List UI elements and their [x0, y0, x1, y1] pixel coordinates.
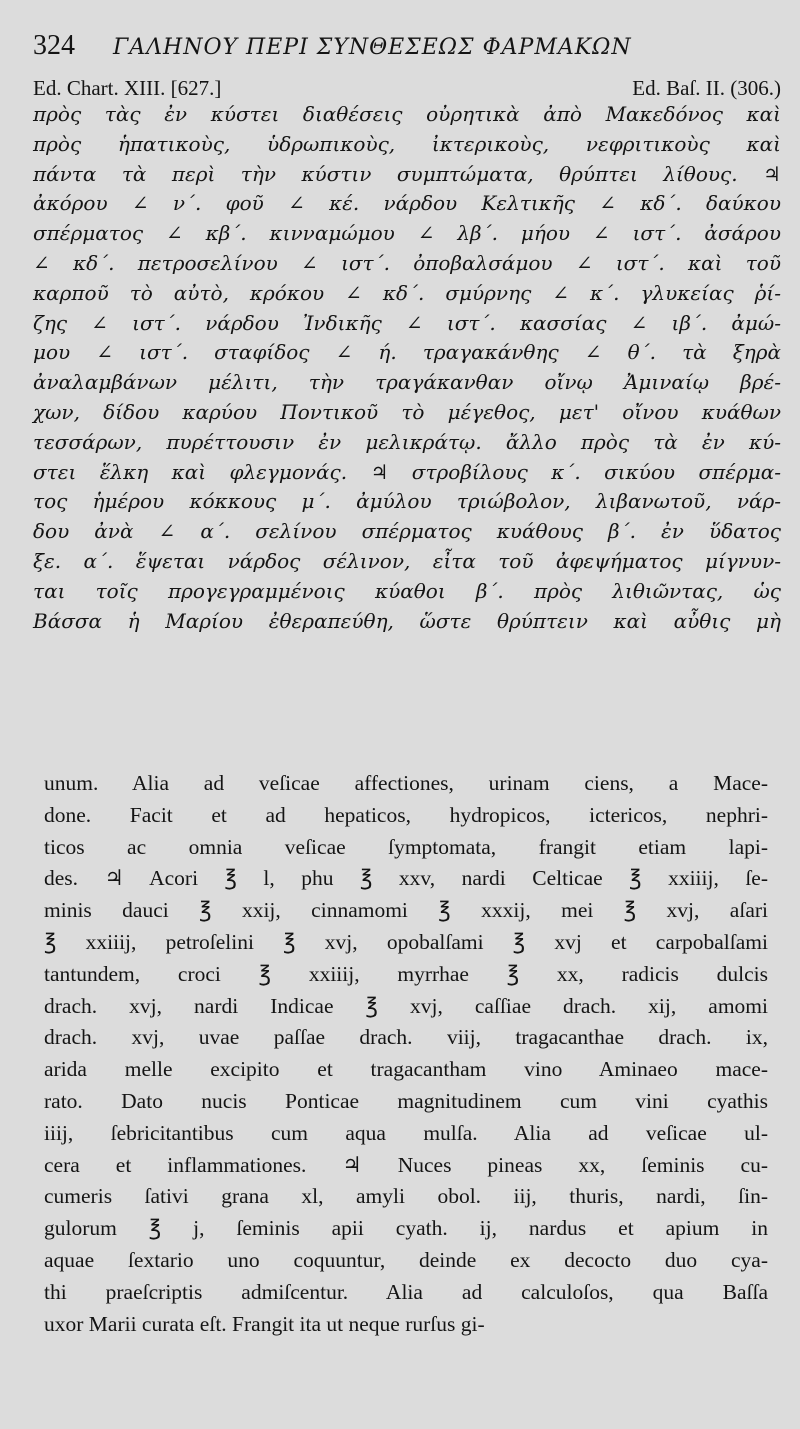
- greek-text-line: ζης ∠ ιστ΄. νάρδου Ἰνδικῆς ∠ ιστ΄. κασσίας ∠ ιβ΄. ἀμώ-: [33, 310, 781, 335]
- latin-text-line: cumeris ſativi grana xl, amyli obol. iij, thuris, nardi, ſin-: [44, 1184, 768, 1209]
- greek-text-line: ∠ κδ΄. πετροσελίνου ∠ ιστ΄. ὀποβαλσάμου ∠ ιστ΄. καὶ τοῦ: [33, 250, 781, 275]
- latin-text-line: gulorum ℥ j, ſeminis apii cyath. ij, nardus et apium in: [44, 1216, 768, 1241]
- greek-text-line: καρποῦ τὸ αὐτὸ, κρόκου ∠ κδ΄. σμύρνης ∠ κ΄. γλυκείας ῥί-: [33, 280, 781, 305]
- latin-text-block: [44, 768, 768, 1340]
- greek-text-line: ἀναλαμβάνων μέλιτι, τὴν τραγάκανθαν οἴνῳ Ἀμιναίῳ βρέ-: [33, 370, 781, 395]
- greek-text-line: δου ἀνὰ ∠ α΄. σελίνου σπέρματος κυάθους β΄. ἐν ὕδατος: [33, 519, 781, 544]
- page-number: 324: [33, 30, 75, 61]
- greek-text-block: [33, 100, 781, 636]
- edition-basel: Ed. Baſ. II. (306.): [632, 76, 781, 100]
- running-title: ΓΑΛΗΝΟΥ ΠΕΡΙ ΣΥΝΘΕΣΕΩΣ ΦΑΡΜΑΚΩΝ: [113, 35, 632, 60]
- latin-text-line: minis dauci ℥ xxij, cinnamomi ℥ xxxij, mei ℥ xvj, aſari: [44, 898, 768, 923]
- latin-text-line: arida melle excipito et tragacantham vino Aminaeo mace-: [44, 1057, 768, 1082]
- greek-text-line: ἀκόρου ∠ ν΄. φοῦ ∠ κέ. νάρδου Κελτικῆς ∠ κδ΄. δαύκου: [33, 191, 781, 216]
- greek-text-line: πρὸς ἡπατικοὺς, ὑδρωπικοὺς, ἰκτερικοὺς, νεφριτικοὺς καὶ: [33, 131, 781, 156]
- latin-text-line: rato. Dato nucis Ponticae magnitudinem cum vini cyathis: [44, 1088, 768, 1113]
- edition-chartier: Ed. Chart. XIII. [627.]: [33, 76, 222, 100]
- greek-text-line: πρὸς τὰς ἐν κύστει διαθέσεις οὐρητικὰ ἀπὸ Μακεδόνος καὶ: [33, 102, 781, 126]
- latin-text-line: uxor Marii curata eſt. Frangit ita ut neque rurſus gi-: [44, 1311, 485, 1336]
- page-header: [33, 28, 773, 64]
- latin-text-line: cera et inflammationes. ♃ Nuces pineas xx, ſeminis cu-: [44, 1152, 768, 1177]
- latin-text-line: thi praeſcriptis admiſcentur. Alia ad calculoſos, qua Baſſa: [44, 1279, 768, 1304]
- greek-text-line: τεσσάρων, πυρέττουσιν ἐν μελικράτῳ. ἄλλο πρὸς τὰ ἐν κύ-: [33, 429, 781, 454]
- latin-text-line: aquae ſextario uno coquuntur, deinde ex decocto duo cya-: [44, 1247, 768, 1272]
- latin-text-line: ℥ xxiiij, petroſelini ℥ xvj, opobalſami ℥ xvj et carpobalſami: [44, 929, 768, 954]
- greek-text-line: τος ἡμέρου κόκκους μ΄. ἀμύλου τριώβολον, λιβανωτοῦ, νάρ-: [33, 489, 781, 514]
- edition-reference-line: [33, 75, 781, 101]
- greek-text-line: μου ∠ ιστ΄. σταφίδος ∠ ή. τραγακάνθης ∠ θ΄. τὰ ξηρὰ: [33, 340, 781, 365]
- greek-text-line: σπέρματος ∠ κβ΄. κινναμώμου ∠ λβ΄. μήου ∠ ιστ΄. ἀσάρου: [33, 221, 781, 246]
- greek-text-line: Βάσσα ἡ Μαρίου ἐθεραπεύθη, ὥστε θρύπτειν καὶ αὖθις μὴ: [33, 608, 781, 633]
- latin-text-line: drach. xvj, uvae paſſae drach. viij, tragacanthae drach. ix,: [44, 1025, 768, 1050]
- latin-text-line: iiij, ſebricitantibus cum aqua mulſa. Alia ad veſicae ul-: [44, 1120, 768, 1145]
- latin-text-line: tantundem, croci ℥ xxiiij, myrrhae ℥ xx, radicis dulcis: [44, 961, 768, 986]
- latin-text-line: des. ♃ Acori ℥ l, phu ℥ xxv, nardi Celticae ℥ xxiiij, ſe-: [44, 866, 768, 891]
- latin-text-line: done. Facit et ad hepaticos, hydropicos, ictericos, nephri-: [44, 802, 768, 827]
- greek-text-line: ξε. α΄. ἕψεται νάρδος σέλινον, εἶτα τοῦ ἀφεψήματος μίγνυν-: [33, 548, 781, 573]
- greek-text-line: ται τοῖς προγεγραμμένοις κύαθοι β΄. πρὸς λιθιῶντας, ὡς: [33, 578, 781, 603]
- latin-text-line: unum. Alia ad veſicae affectiones, urinam ciens, a Mace-: [44, 771, 768, 795]
- latin-text-line: drach. xvj, nardi Indicae ℥ xvj, caſſiae drach. xij, amomi: [44, 993, 768, 1018]
- greek-text-line: στει ἕλκη καὶ φλεγμονάς. ♃ στροβίλους κ΄. σικύου σπέρμα-: [33, 459, 781, 484]
- greek-text-line: χων, δίδου καρύου Ποντικοῦ τὸ μέγεθος, μετ' οἴνου κυάθων: [33, 399, 781, 424]
- latin-text-line: ticos ac omnia veſicae ſymptomata, frangit etiam lapi-: [44, 834, 768, 859]
- greek-text-line: πάντα τὰ περὶ τὴν κύστιν συμπτώματα, θρύπτει λίθους. ♃: [33, 161, 781, 186]
